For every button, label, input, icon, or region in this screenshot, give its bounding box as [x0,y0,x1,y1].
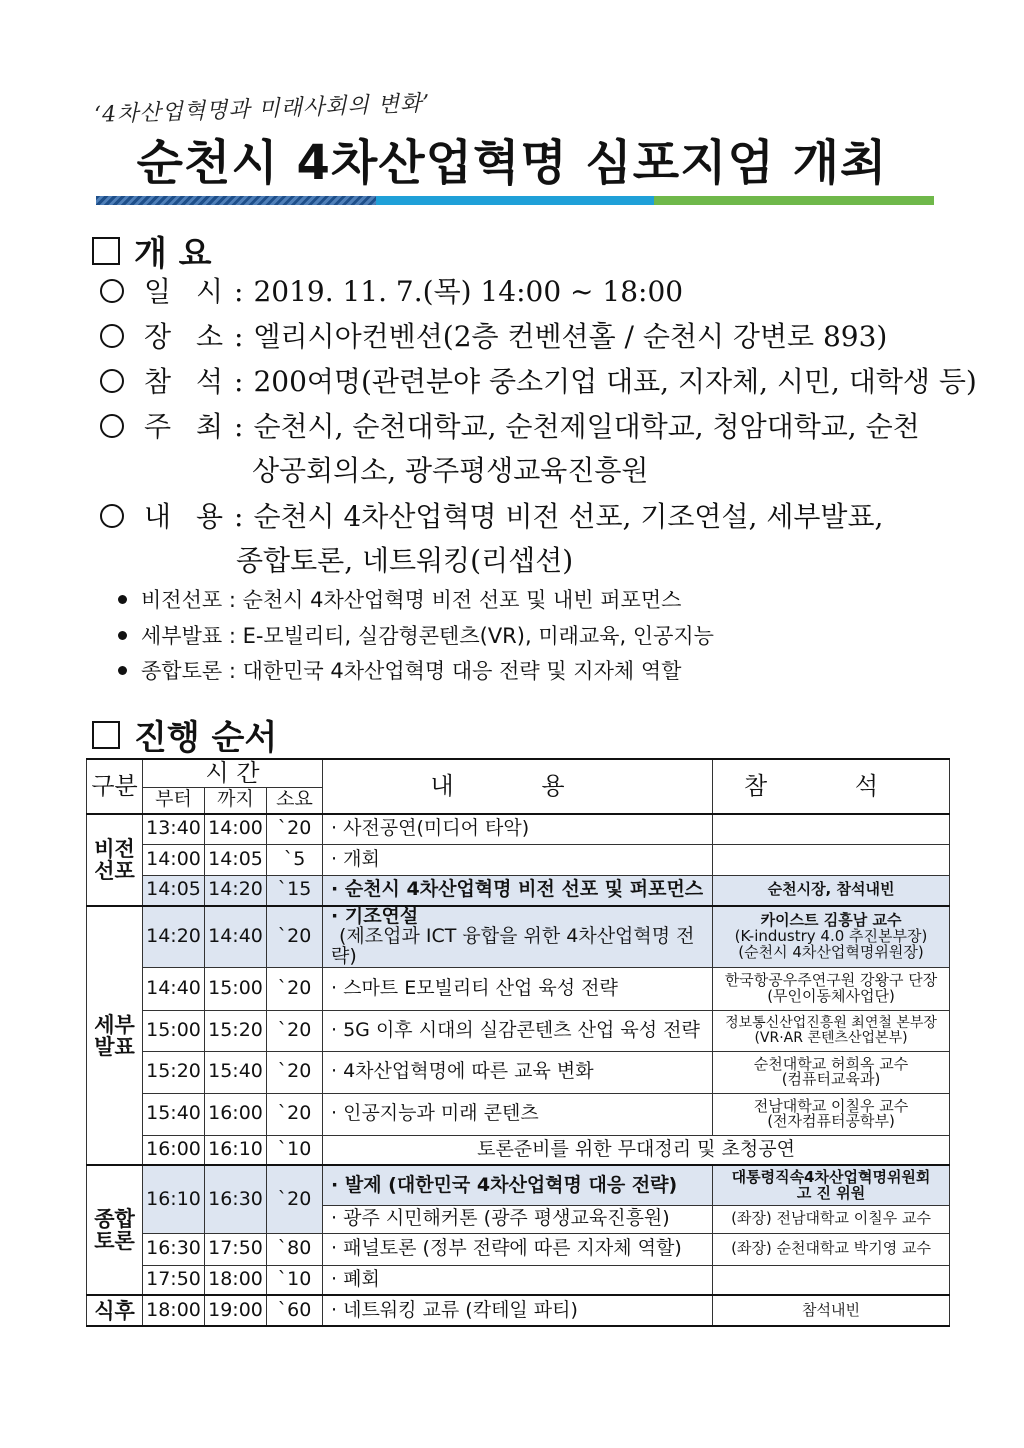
cell-from: 15:00 [143,1010,205,1051]
cell-content: 토론준비를 위한 무대정리 및 초청공연 [323,1135,950,1165]
cell-from: 16:10 [143,1165,205,1233]
overview-item-date: 일 시 : 2019. 11. 7.(목) 14:00 ~ 18:00 [100,270,683,310]
cell-attend: 카이스트 김흥남 교수 (K-industry 4.0 추진본부장) (순천시 4차산업혁명위원장) [713,906,950,967]
cell-attend: (좌장) 순천대학교 박기영 교수 [713,1233,950,1265]
cell-dur: `20 [267,1010,323,1051]
cell-content: · 폐회 [323,1265,713,1295]
cell-from: 14:20 [143,906,205,967]
circle-bullet-icon [100,414,124,438]
dot-bullet-icon [118,631,127,640]
overview-item-attendees: 참 석 : 200여명(관련분야 중소기업 대표, 지자체, 시민, 대학생 등) [100,360,977,400]
cell-dur: `20 [267,814,323,844]
cell-dur: `5 [267,844,323,875]
bullet-item: 비전선포 : 순천시 4차산업혁명 비전 선포 및 내빈 퍼포먼스 [118,584,681,614]
section-program-heading: 진행 순서 [92,710,277,759]
cell-content: · 5G 이후 시대의 실감콘텐츠 산업 육성 전략 [323,1010,713,1051]
cell-attend [713,844,950,875]
cell-from: 16:30 [143,1233,205,1265]
cell-dur: `10 [267,1265,323,1295]
cell-content: · 개회 [323,844,713,875]
cell-attend: (좌장) 전남대학교 이칠우 교수 [713,1205,950,1233]
cell-from: 15:40 [143,1093,205,1135]
header-time: 시 간 [143,759,323,787]
cell-attend: 한국항공우주연구원 강왕구 단장 (무인이동체사업단) [713,967,950,1010]
section-overview-heading: 개 요 [92,226,212,275]
group-after: 식후 [87,1295,143,1326]
cell-from: 14:40 [143,967,205,1010]
overview-item-content: 내 용 : 순천시 4차산업혁명 비전 선포, 기조연설, 세부발표, [100,495,883,535]
group-discussion: 종합 토론 [87,1165,143,1295]
cell-content: · 패널토론 (정부 전략에 따른 지자체 역할) [323,1233,713,1265]
cell-from: 13:40 [143,814,205,844]
subtitle: ‘4차산업혁명과 미래사회의 변화’ [93,91,431,128]
cell-dur: `20 [267,1093,323,1135]
cell-to: 14:05 [205,844,267,875]
cell-to: 16:10 [205,1135,267,1165]
cell-from: 14:05 [143,875,205,906]
cell-dur: `15 [267,875,323,906]
program-table [86,758,950,1327]
cell-attend [713,814,950,844]
cell-dur: `20 [267,967,323,1010]
cell-content: · 광주 시민해커톤 (광주 평생교육진흥원) [323,1205,713,1233]
overview-item-host-cont: 상공회의소, 광주평생교육진흥원 [252,454,649,487]
cell-content: · 발제 (대한민국 4차산업혁명 대응 전략) [323,1165,713,1205]
header-attend: 참 석 [713,759,950,814]
header-from: 부터 [143,787,205,814]
cell-dur: `20 [267,1051,323,1093]
square-icon [92,237,120,265]
cell-content: · 스마트 E모빌리티 산업 육성 전략 [323,967,713,1010]
cell-to: 15:00 [205,967,267,1010]
cell-attend: 대통령직속4차산업혁명위원회 고 진 위원 [713,1165,950,1205]
cell-to: 16:00 [205,1093,267,1135]
header-content: 내 용 [323,759,713,814]
dot-bullet-icon [118,666,127,675]
group-vision: 비전 선포 [87,814,143,906]
cell-to: 14:20 [205,875,267,906]
circle-bullet-icon [100,504,124,528]
cell-dur: `10 [267,1135,323,1165]
overview-item-content-cont: 종합토론, 네트워킹(리셉션) [236,544,574,577]
dot-bullet-icon [118,595,127,604]
title-divider-bar [96,196,934,205]
cell-attend: 순천대학교 허희옥 교수 (컴퓨터교육과) [713,1051,950,1093]
cell-from: 16:00 [143,1135,205,1165]
group-presentation: 세부 발표 [87,906,143,1165]
cell-to: 19:00 [205,1295,267,1326]
cell-content: · 네트워킹 교류 (칵테일 파티) [323,1295,713,1326]
cell-to: 14:40 [205,906,267,967]
cell-to: 15:40 [205,1051,267,1093]
cell-attend: 참석내빈 [713,1295,950,1326]
overview-item-venue: 장 소 : 엘리시아컨벤션(2층 컨벤션홀 / 순천시 강변로 893) [100,315,887,355]
bullet-item: 종합토론 : 대한민국 4차산업혁명 대응 전략 및 지자체 역할 [118,655,681,685]
cell-content: · 기조연설 (제조업과 ICT 융합을 위한 4차산업혁명 전략) [323,906,713,967]
cell-attend: 순천시장, 참석내빈 [713,875,950,906]
cell-attend: 전남대학교 이칠우 교수 (전자컴퓨터공학부) [713,1093,950,1135]
circle-bullet-icon [100,279,124,303]
cell-from: 15:20 [143,1051,205,1093]
header-dur: 소요 [267,787,323,814]
cell-content: · 4차산업혁명에 따른 교육 변화 [323,1051,713,1093]
cell-to: 18:00 [205,1265,267,1295]
square-icon [92,721,120,749]
cell-content: · 인공지능과 미래 콘텐츠 [323,1093,713,1135]
cell-content: · 사전공연(미디어 타악) [323,814,713,844]
circle-bullet-icon [100,324,124,348]
cell-attend [713,1265,950,1295]
cell-from: 17:50 [143,1265,205,1295]
cell-content: · 순천시 4차산업혁명 비전 선포 및 퍼포먼스 [323,875,713,906]
circle-bullet-icon [100,369,124,393]
page-title: 순천시 4차산업혁명 심포지엄 개최 [136,135,888,191]
bullet-item: 세부발표 : E-모빌리티, 실감형콘텐츠(VR), 미래교육, 인공지능 [118,620,714,650]
header-group: 구분 [87,759,143,814]
cell-attend: 정보통신산업진흥원 최연철 본부장 (VR·AR 콘텐츠산업본부) [713,1010,950,1051]
header-to: 까지 [205,787,267,814]
cell-dur: `80 [267,1233,323,1265]
cell-from: 14:00 [143,844,205,875]
cell-dur: `20 [267,906,323,967]
cell-to: 16:30 [205,1165,267,1233]
overview-item-host: 주 최 : 순천시, 순천대학교, 순천제일대학교, 청암대학교, 순천 [100,405,920,445]
cell-from: 18:00 [143,1295,205,1326]
cell-to: 15:20 [205,1010,267,1051]
cell-to: 17:50 [205,1233,267,1265]
cell-to: 14:00 [205,814,267,844]
cell-dur: `20 [267,1165,323,1233]
cell-dur: `60 [267,1295,323,1326]
